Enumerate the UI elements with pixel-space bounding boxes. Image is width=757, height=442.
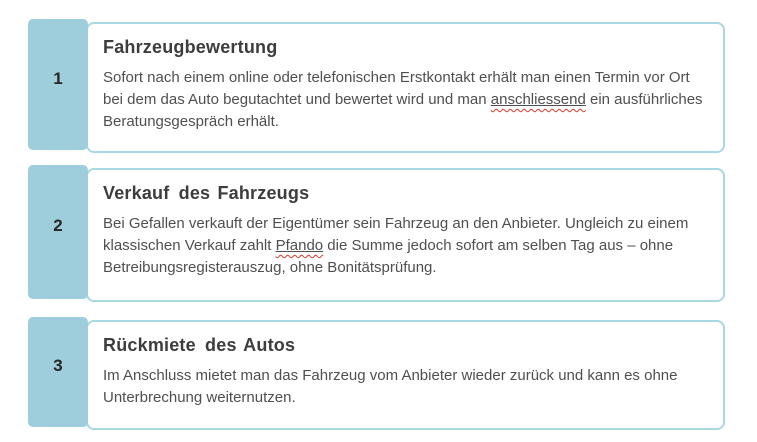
step-card-2 [28, 168, 725, 302]
step-title: Rückmiete des Autos [103, 335, 296, 355]
step-number: 1 [53, 68, 63, 88]
step-number-badge [28, 19, 88, 150]
step-content [86, 320, 725, 430]
description-text-before: Bei Gefallen verkauft der Eigentümer sein Fahrzeug an den Anbieter. Ungleich zu einem klassischen Verkauf zahlt [103, 215, 689, 254]
spellchecked-word[interactable]: Pfando [275, 237, 324, 254]
step-title: Verkauf des Fahrzeugs [103, 183, 310, 203]
description-text-before: Im Anschluss mietet man das Fahrzeug vom Anbieter wieder zurück und kann es ohne Unterbrechung weiternutzen. [103, 367, 678, 406]
step-card-1 [28, 22, 725, 153]
step-number: 2 [53, 216, 63, 235]
step-description [103, 67, 703, 133]
step-card-3 [28, 320, 725, 430]
description-text-before: Sofort nach einem online oder telefonischen Erstkontakt erhält man einen Termin vor Ort bei dem das Auto begutachtet und bewertet wird und man [103, 69, 690, 108]
description-text-after: die Summe jedoch sofort am selben Tag aus – ohne Betreibungsregisterauszug, ohne Bonitätsprüfung. [103, 237, 674, 276]
step-number-badge [28, 317, 88, 427]
step-number-badge [28, 165, 88, 299]
step-description [103, 213, 703, 279]
step-content [86, 168, 725, 302]
step-description [103, 365, 703, 409]
spellchecked-word[interactable]: anschliessend [490, 91, 586, 108]
step-number: 3 [53, 356, 63, 375]
step-title: Fahrzeugbewertung [103, 37, 278, 57]
description-text-after: ein ausführliches Beratungsgespräch erhält. [103, 91, 703, 130]
step-content [86, 22, 725, 153]
